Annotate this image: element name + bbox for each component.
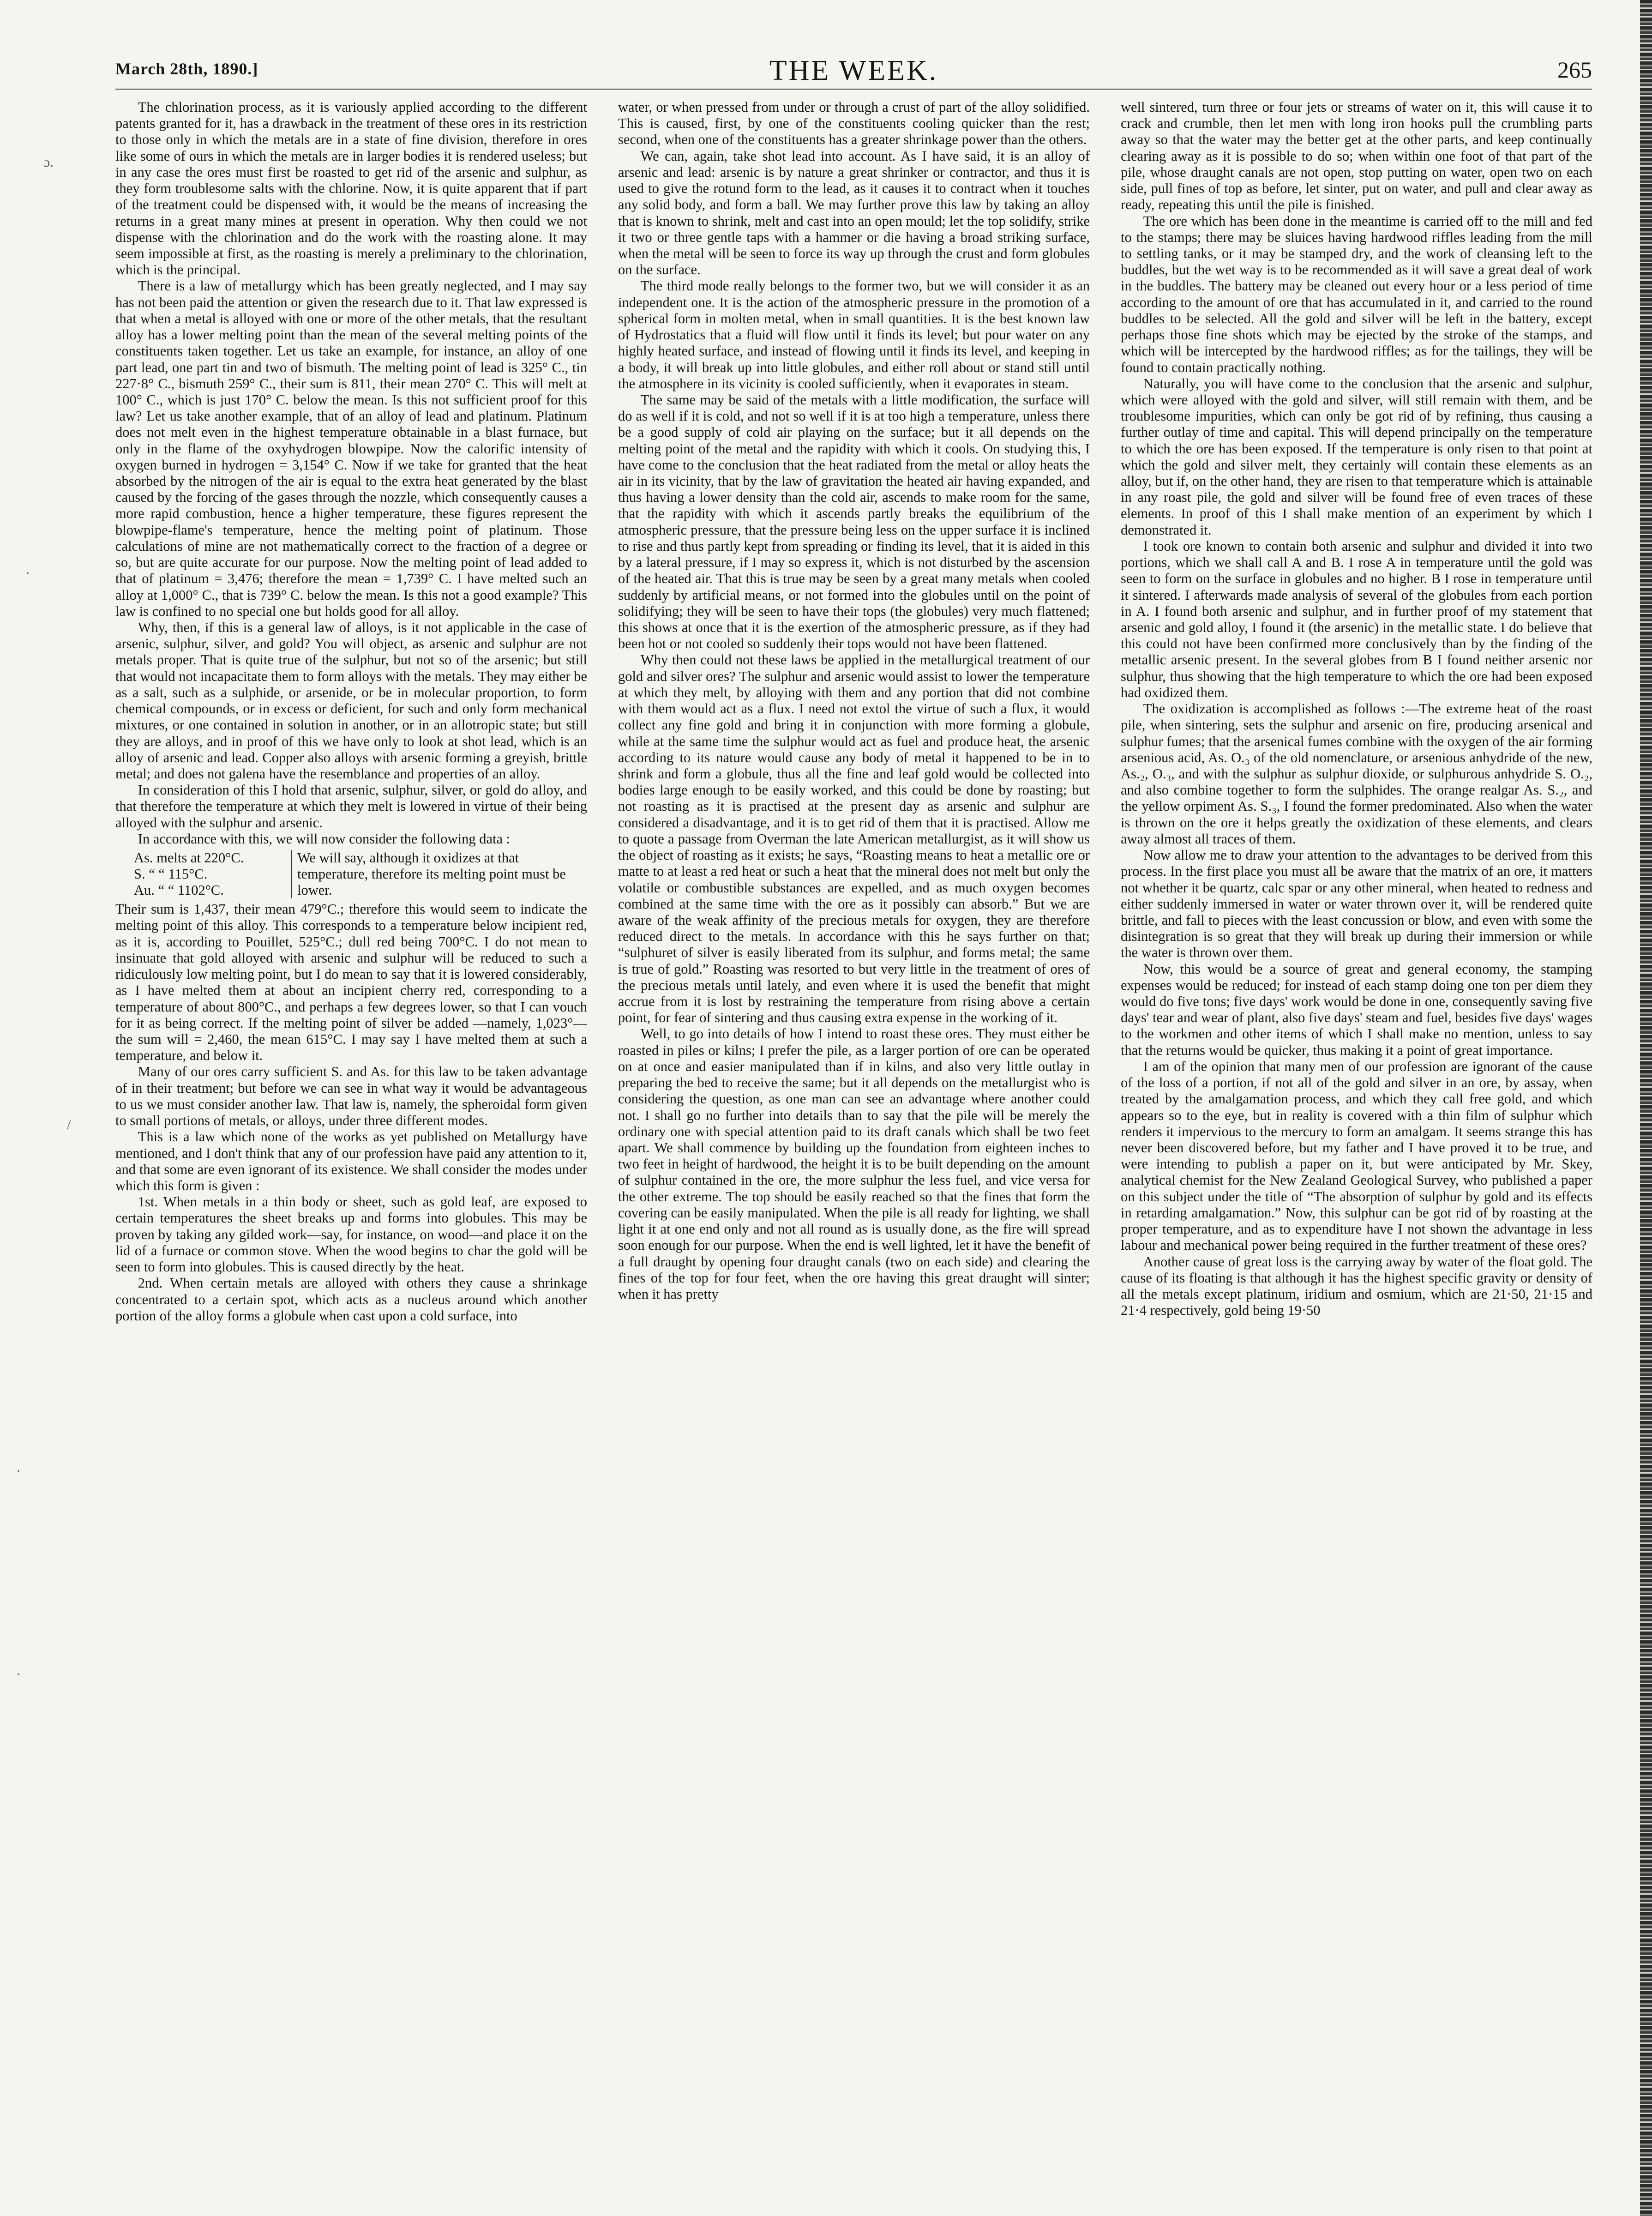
melting-point-row: As. melts at 220°C.	[134, 850, 244, 866]
page-header	[115, 54, 1592, 87]
paragraph: water, or when pressed from under or through a crust of part of the alloy solidified. This is caused, first, by one of the constituents cooling quicker than the rest; second, when one of the constituents has a greater shrinkage power than the others.	[618, 99, 1090, 148]
margin-mark: ·	[16, 1463, 21, 1479]
margin-mark: ·	[16, 1667, 21, 1682]
paragraph: Now, this would be a source of great and general economy, the stamping expenses would be reduced; for instead of each stamp doing one ton per diem they would do five tons; five days' work would be done in one, consequently saving five days' tear and wear of plant, also five days' steam and fuel, besides five days' wages to the workmen and other items of which I shall make no mention, unless to say that the returns would be quicker, thus making it a point of great importance.	[1121, 961, 1592, 1058]
melting-point-row: Au. “ “ 1102°C.	[134, 882, 224, 898]
paragraph: Another cause of great loss is the carrying away by water of the float gold. The cause of its floating is that although it has the highest specific gravity or density of all the metals except platinum, iridium and osmium, which are 21·50, 21·15 and 21·4 respectively, gold being 19·50	[1121, 1253, 1592, 1319]
column-3	[1121, 99, 1592, 2195]
paragraph: The chlorination process, as it is variously applied according to the different patents granted for it, has a drawback in the treatment of these ores in its restriction to those only in which the metals are in a state of fine division, therefore in ores like some of ours in which the metals are in larger bodies it is rendered useless; but in any case the ores must first be roasted to get rid of the arsenic and sulphur, as they form troublesome salts with the chlorine. Now, it is quite apparent that if part of the treatment could be dispensed with, it would be the means of increasing the returns in a great many mines at present in operation. Why then could we not dispense with the chlorination and do the work with the roasting alone. It may seem impossible at first, as the roasting is merely a preliminary to the chlorination, which is the principal.	[115, 99, 587, 278]
table-note: We will say, although it oxidizes at that temperature, therefore its melting point must be lower.	[291, 850, 587, 898]
paragraph: In consideration of this I hold that arsenic, sulphur, silver, or gold do alloy, and that therefore the temperature at which they melt is lowered in virtue of their being alloyed with the sulphur and arsenic.	[115, 782, 587, 831]
paragraph: There is a law of metallurgy which has been greatly neglected, and I may say has not been paid the attention or given the research due to it. That law expressed is that when a metal is alloyed with one or more of the other metals, that the resultant alloy has a lower melting point than the mean of the several melting points of the constituents taken together. Let us take an example, for instance, an alloy of one part lead, one part tin and two of bismuth. The melting point of lead is 325° C., tin 227·8° C., bismuth 259° C., their sum is 811, their mean 270° C. This will melt at 100° C., which is just 170° C. below the mean. Is this not sufficient proof for this law? Let us take another example, that of an alloy of lead and platinum. Platinum does not melt even in the highest temperature obtainable in a blast furnace, but only in the flame of the oxyhydrogen blowpipe. Now the calorific intensity of oxygen burned in hydrogen = 3,154° C. Now if we take for granted that the heat absorbed by the nitrogen of the air is equal to the extra heat generated by the blast caused by the forcing of the gases through the nozzle, which consequently causes a more rapid combustion, hence a higher temperature, these figures represent the blowpipe-flame's temperature, hence the melting point of platinum. Those calculations of mine are not mathematically correct to the fraction of a degree or so, but are quite accurate for our purpose. Now the melting point of lead added to that of platinum = 3,476; therefore the mean = 1,739° C. I have melted such an alloy at 1,000° C., that is 739° C. below the mean. Is this not a good example? This law is confined to no special one but holds good for all alloy.	[115, 278, 587, 619]
paragraph: I am of the opinion that many men of our profession are ignorant of the cause of the loss of a portion, if not all of the gold and silver in an ore, by assay, when treated by the amalgamation process, and which they call free gold, and which appears so to the eye, but in reality is covered with a thin film of sulphur which renders it impervious to the mercury to form an amalgam. It seems strange this has never been discovered before, but my father and I have proved it to be true, and were intending to publish a paper on it, but were anticipated by Mr. Skey, analytical chemist for the New Zealand Geological Survey, who published a paper on this subject under the title of “The absorption of sulphur by gold and its effects in retarding amalgamation.” Now, this sulphur can be got rid of by roasting at the proper temperature, and as to expenditure have I not shown the advantage in less labour and mechanical power being required in the further treatment of these ores?	[1121, 1058, 1592, 1253]
column-2	[618, 99, 1090, 2195]
paragraph: Why, then, if this is a general law of alloys, is it not applicable in the case of arsenic, sulphur, silver, and gold? You will object, as arsenic and sulphur are not metals proper. That is quite true of the sulphur, but not so of the arsenic; but still that would not incapacitate them to form alloys with the metals. They may either be as a salt, such as a sulphide, or arsenide, or be in molecular proportion, to form chemical compounds, or in excess or deficient, for such and only form mechanical mixtures, or one contained in solution in another, or in an allotropic state; but still they are alloys, and in proof of this we have only to look at shot lead, which is an alloy of arsenic and lead. Copper also alloys with arsenic forming a greyish, brittle metal; and does not galena have the resemblance and properties of an alloy.	[115, 620, 587, 782]
binding-edge	[1640, 0, 1652, 2216]
paragraph: The oxidization is accomplished as follows :—The extreme heat of the roast pile, when sintering, sets the sulphur and arsenic on fire, producing arsenical and sulphur fumes; that the arsenical fumes combine with the oxygen of the air forming arsenious acid, As. O.₃ of the old nomenclature, or arsenious anhydride of the new, As.₂, O.₃, and with the sulphur as sulphur dioxide, or sulphurous anhydride S. O.₂, and also combine together to form the sulphides. The orange realgar As. S.₂, and the yellow orpiment As. S.₃, I found the former predominated. Also when the water is thrown on the ore it helps greatly the oxidization of these elements, and clears away almost all traces of them.	[1121, 701, 1592, 847]
paragraph: 1st. When metals in a thin body or sheet, such as gold leaf, are exposed to certain temperatures the sheet breaks up and forms into globules. This may be proven by taking any gilded work—say, for instance, on wood—and place it on the lid of a furnace or common stove. When the wood begins to char the gold will be seen to form into globules. This is caused directly by the heat.	[115, 1194, 587, 1275]
paragraph: Their sum is 1,437, their mean 479°C.; therefore this would seem to indicate the melting point of this alloy. This corresponds to a temperature below incipient red, as it is, according to Pouillet, 525°C.; dull red being 700°C. I do not mean to insinuate that gold alloyed with arsenic and sulphur will be reduced to such a ridiculously low melting point, but I do mean to say that it is lowered considerably, as I have melted them at about an incipient cherry red, corresponding to a temperature of about 800°C., and perhaps a few degrees lower, so that I can vouch for it as being correct. If the melting point of silver be added —namely, 1,023°—the sum will = 2,460, the mean 615°C. I may say I have melted them at such a temperature, and below it.	[115, 901, 587, 1064]
paragraph: Why then could not these laws be applied in the metallurgical treatment of our gold and silver ores? The sulphur and arsenic would assist to lower the temperature at which they melt, by alloying with them and any portion that did not combine with them would act as a flux. I need not extol the virtue of such a flux, it would collect any fine gold and bring it in conjunction with more forming a globule, while at the same time the sulphur would act as fuel and produce heat, the arsenic according to its nature would cause any body of metal it happened to be in to shrink and form a globule, thus all the fine and leaf gold would be collected into bodies large enough to be easily worked, and this could be done by roasting; but not roasting as it is practised at the present day as arsenic and sulphur are considered a disadvantage, and it is to get rid of them that it is practised. Allow me to quote a passage from Overman the late American metallurgist, as it will show us the object of roasting as it exists; he says, “Roasting means to heat a metallic ore or matte to at least a red heat or such a heat that the mineral does not melt but only the volatile or combustible substances are expelled, and as much oxygen becomes combined at the same time with the ore as it possibly can absorb.” But we are aware of the weak affinity of the precious metals for oxygen, they are therefore reduced direct to the metals. In accordance with this he says further on that; “sulphuret of silver is easily liberated from its sulphur, and forms metal; the same is true of gold.” Roasting was resorted to but very little in the treatment of ores of the precious metals until lately, and even where it is used the benefit that might accrue from it is lost by restraining the temperature from rising above a certain point, for fear of sintering and thus causing extra expense in the working of it.	[618, 652, 1090, 1026]
margin-mark: ɔ.	[44, 155, 54, 170]
paragraph: well sintered, turn three or four jets or streams of water on it, this will cause it to crack and crumble, then let men with long iron hooks pull the crumbling parts away so that the water may the better get at the other parts, and keep continually clearing away as it is possible to do so; when within one foot of that part of the pile, whose draught canals are not open, stop putting on water, open two on each side, pull fines of top as before, let sinter, put on water, and pull and clear away as ready, repeating this until the pile is finished.	[1121, 99, 1592, 213]
melting-point-table	[115, 850, 587, 898]
melting-point-row: S. “ “ 115°C.	[134, 866, 208, 882]
column-1	[115, 99, 587, 2195]
paragraph: The third mode really belongs to the former two, but we will consider it as an independent one. It is the action of the atmospheric pressure in the promotion of a spherical form in molten metal, when in small quantities. It is the best known law of Hydrostatics that a fluid will flow until it finds its level; but pour water on any highly heated surface, and instead of flowing until it finds its level, and keeping in a body, it will break up into little globules, and either roll about or stand still until the atmosphere in its vicinity is cooled sufficiently, when it evaporates in steam.	[618, 278, 1090, 391]
margin-mark: /	[67, 1117, 71, 1132]
header-rule	[115, 89, 1592, 90]
paragraph: Many of our ores carry sufficient S. and As. for this law to be taken advantage of in their treatment; but before we can see in what way it would be advantageous to us we must consider another law. That law is, namely, the spheroidal form given to small portions of metals, or alloys, under three different modes.	[115, 1064, 587, 1129]
paragraph: Naturally, you will have come to the conclusion that the arsenic and sulphur, which were alloyed with the gold and silver, will still remain with them, and be troublesome impurities, which can only be got rid of by refining, thus causing a further outlay of time and capital. This will depend principally on the temperature to which the ore has been exposed. If the temperature is only risen to that point at which the gold and silver melt, they certainly will contain these elements as an alloy, but if, on the other hand, they are risen to that temperature which is attainable in any roast pile, the gold and silver will be found free of even traces of these elements. In proof of this I shall make mention of an experiment by which I demonstrated it.	[1121, 375, 1592, 538]
paragraph: Well, to go into details of how I intend to roast these ores. They must either be roasted in piles or kilns; I prefer the pile, as a larger portion of ore can be operated on at once and easier manipulated than if in kilns, and also very little outlay in preparing the bed to receive the same; but it all depends on the metallurgist who is considering the question, as one man can see an advantage where another could not. I shall go no further into details than to say that the pile will be merely the ordinary one with special attention paid to its draft canals which shall be two feet apart. We shall commence by building up the foundation from eighteen inches to two feet in height of hardwood, the height it is to be built depending on the amount of sulphur contained in the ore, the more sulphur the less fuel, and vice versa for the other extreme. The top should be easily reached so that the fines that form the covering can be easily manipulated. When the pile is all ready for lighting, we shall light it at one end only and not all round as is usually done, as the fire will spread soon enough for our purpose. When the end is well lighted, let it have the benefit of a full draught by opening four draught canals (two on each side) and clearing the fines of the top for four feet, when the ore having this great draught will sinter; when it has pretty	[618, 1026, 1090, 1302]
paragraph: I took ore known to contain both arsenic and sulphur and divided it into two portions, which we shall call A and B. I rose A in temperature until the gold was seen to form on the surface in globules and no higher. B I rose in temperature until it sintered. I afterwards made analysis of several of the globules from each portion in A. I found both arsenic and sulphur, and in further proof of my statement that arsenic and gold alloy, I found it (the arsenic) in the metallic state. I do believe that this could not have been confirmed more conclusively than by the finding of the metallic arsenic present. In the several globes from B I found neither arsenic nor sulphur, thus showing that the high temperature to which the ore had been exposed had oxidized them.	[1121, 538, 1592, 700]
paragraph: This is a law which none of the works as yet published on Metallurgy have mentioned, and I don't think that any of our profession have paid any attention to it, and that some are even ignorant of its existence. We shall consider the modes under which this form is given :	[115, 1129, 587, 1193]
margin-mark: ·	[25, 566, 30, 581]
melting-point-list	[115, 850, 291, 898]
paragraph: We can, again, take shot lead into account. As I have said, it is an alloy of arsenic and lead: arsenic is by nature a great shrinker or contractor, and thus it is used to give the rotund form to the lead, as it causes it to contract when it touches any solid body, and form a ball. We may further prove this law by taking an alloy that is known to shrink, melt and cast into an open mould; let the top solidify, strike it two or three gentle taps with a hammer or die having a broad striking surface, when the metal will be seen to force its way up through the crust and form globules on the surface.	[618, 148, 1090, 278]
page-number: 265	[1557, 57, 1592, 83]
article-body	[115, 99, 1592, 2195]
paragraph: Now allow me to draw your attention to the advantages to be derived from this process. In the first place you must all be aware that the matrix of an ore, it matters not whether it be quartz, calc spar or any other mineral, when heated to redness and either suddenly immersed in water or water thrown over it, will be rendered quite brittle, and fall to pieces with the least concussion or blow, and even with some the disintegration is so great that they will break up during their immersion or while the water is thrown over them.	[1121, 847, 1592, 961]
issue-date: March 28th, 1890.]	[115, 60, 258, 78]
paragraph: The ore which has been done in the meantime is carried off to the mill and fed to the stamps; there may be sluices having hardwood riffles leading from the mill to settling tanks, or it may be stamped dry, and the work of cleansing left to the buddles, but the wet way is to be recommended as it will save a great deal of work in the buddles. The battery may be cleaned out every hour or a less period of time according to the amount of ore that has accumulated in it, and carried to the round buddles to be selected. All the gold and silver will be left in the battery, except perhaps those fine shots which may be ejected by the stroke of the stamps, and which will be intercepted by the hardwood riffles; as for the tailings, they will be found to contain practically nothing.	[1121, 213, 1592, 375]
paragraph: In accordance with this, we will now consider the following data :	[138, 831, 511, 847]
publication-title: THE WEEK.	[769, 55, 938, 86]
paragraph: The same may be said of the metals with a little modification, the surface will do as well if it is cold, and not so well if it is at too high a temperature, unless there be a good supply of cold air playing on the surface; but it all depends on the melting point of the metal and the rapidity with which it cools. On studying this, I have come to the conclusion that the heat radiated from the metal or alloy heats the air in its vicinity, that by the law of gravitation the heated air having expanded, and thus having a lower density than the cold air, ascends to make room for the same, that the rapidity with which it ascends partly breaks the equilibrium of the atmospheric pressure, that the pressure being less on the upper surface it is inclined to rise and thus partly kept from spreading or finding its level, that it is aided in this by a lateral pressure, if I may so express it, which is not disturbed by the ascension of the heated air. That this is true may be seen by a great many metals when cooled suddenly by artificial means, or not formed into the globules until on the point of solidifying; they will be seen to have their tops (the globules) very much flattened; this shows at once that it is the exertion of the atmospheric pressure, as if they had been hot or not cooled so suddenly their tops would not have been flattened.	[618, 391, 1090, 652]
paragraph: 2nd. When certain metals are alloyed with others they cause a shrinkage concentrated to a certain spot, which acts as a nucleus around which another portion of the alloy forms a globule when cast upon a cold surface, into	[115, 1275, 587, 1324]
